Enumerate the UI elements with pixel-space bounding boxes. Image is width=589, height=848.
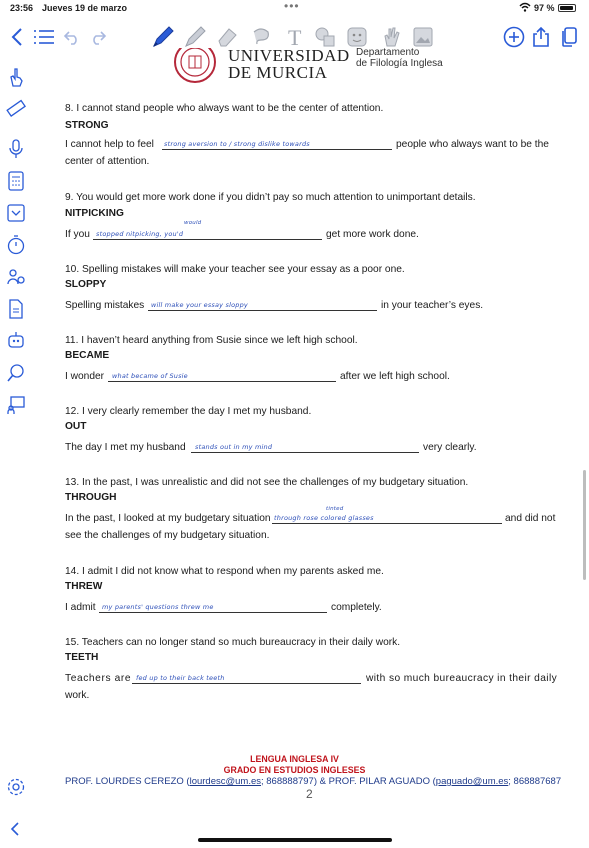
exercise-15-keyword: TEETH xyxy=(65,652,99,663)
exercise-12-prompt: 12. I very clearly remember the day I met my husband. xyxy=(65,406,312,417)
document-icon[interactable] xyxy=(5,298,27,320)
touch-gesture-icon[interactable] xyxy=(5,66,27,88)
left-tool-sidebar xyxy=(0,56,32,848)
university-seal-logo xyxy=(173,48,217,84)
exercise-11-after: after we left high school. xyxy=(340,371,450,382)
exercise-15-cont: work. xyxy=(65,690,90,701)
exercise-15-answer: fed up to their back teeth xyxy=(136,674,225,682)
footer-contacts xyxy=(65,776,561,787)
footer-course: LENGUA INGLESA IV xyxy=(250,754,339,764)
wifi-icon xyxy=(519,2,531,14)
exercise-10-prompt: 10. Spelling mistakes will make your teacher see your essay as a poor one. xyxy=(65,264,405,275)
page-number: 2 xyxy=(306,787,313,801)
exercise-13-annotation: tinted xyxy=(326,506,344,512)
exercise-14-prompt: 14. I admit I did not know what to respond when my parents asked me. xyxy=(65,566,384,577)
exercise-10-answer: will make your essay sloppy xyxy=(151,301,248,309)
exercise-13-cont: see the challenges of my budgetary situation. xyxy=(65,530,270,541)
exercise-8-keyword: STRONG xyxy=(65,120,109,131)
collaborate-icon[interactable] xyxy=(5,266,27,288)
exercise-9-after: get more work done. xyxy=(326,229,419,240)
assistant-robot-icon[interactable] xyxy=(5,330,27,352)
exercise-15-prompt: 15. Teachers can no longer stand so much bureaucracy in their daily work. xyxy=(65,637,401,648)
exercise-14-before: I admit xyxy=(65,602,96,613)
exercise-8-after: people who always want to be the xyxy=(396,139,549,150)
status-time: 23:56 xyxy=(10,3,34,13)
exercise-14-keyword: THREW xyxy=(65,581,103,592)
multitasking-dots-icon[interactable]: ••• xyxy=(284,0,300,13)
exercise-11-keyword: BECAME xyxy=(65,350,110,361)
status-date: Jueves 19 de marzo xyxy=(42,3,128,13)
exercise-9-before: If you xyxy=(65,229,90,240)
battery-icon xyxy=(558,4,576,12)
share-icon[interactable] xyxy=(530,24,552,50)
exercise-10-keyword: SLOPPY xyxy=(65,279,107,290)
exercise-11-prompt: 11. I haven’t heard anything from Susie since we left high school. xyxy=(65,335,358,346)
pencil-tool-icon[interactable] xyxy=(182,24,208,50)
footer-phone2: ; 868887687 xyxy=(508,776,562,787)
settings-gear-icon[interactable] xyxy=(5,776,27,798)
exercise-8-answer: strong aversion to / strong dislike towards xyxy=(164,140,310,148)
exercise-13-answer: through rose colored glasses xyxy=(274,514,374,522)
university-name-line1: UNIVERSIDAD xyxy=(228,46,350,65)
svg-text:T: T xyxy=(288,25,302,50)
exercise-8-prompt: 8. I cannot stand people who always want to be the center of attention. xyxy=(65,103,384,114)
search-icon[interactable] xyxy=(5,362,27,384)
bookmark-icon[interactable] xyxy=(5,202,27,224)
exercise-9-keyword: NITPICKING xyxy=(65,208,124,219)
exercise-9-prompt: 9. You would get more work done if you didn’t pay so much attention to unimportant details. xyxy=(65,192,476,203)
collapse-chevron-icon[interactable] xyxy=(5,818,27,840)
back-chevron-icon[interactable] xyxy=(8,24,26,50)
exercise-13-after: and did not xyxy=(505,513,556,524)
exercise-12-keyword: OUT xyxy=(65,421,87,432)
exercise-14-after: completely. xyxy=(331,602,382,613)
add-icon[interactable] xyxy=(502,24,526,50)
exercise-11-answer: what became of Susie xyxy=(112,372,188,380)
email-link-pilar[interactable]: paguado@um.es xyxy=(435,776,509,787)
exercise-13-keyword: THROUGH xyxy=(65,492,117,503)
exercise-12-answer: stands out in my mind xyxy=(195,443,273,451)
status-bar xyxy=(0,0,589,18)
exercise-8-before: I cannot help to feel xyxy=(65,139,154,150)
footer-prof1: PROF. LOURDES CEREZO ( xyxy=(65,776,190,787)
exercise-9-answer: stopped nitpicking, you'd xyxy=(96,230,184,238)
ruler-icon[interactable] xyxy=(5,98,27,120)
exercise-12-after: very clearly. xyxy=(423,442,477,453)
university-name-line2: DE MURCIA xyxy=(228,63,328,82)
exercise-15-before: Teachers are xyxy=(65,673,132,684)
department-line2: de Filología Inglesa xyxy=(356,58,443,69)
exercise-10-after: in your teacher’s eyes. xyxy=(381,300,484,311)
exercise-11-before: I wonder xyxy=(65,371,105,382)
email-link-lourdes[interactable]: lourdesc@um.es xyxy=(189,776,261,787)
exercise-8-cont: center of attention. xyxy=(65,156,150,167)
microphone-icon[interactable] xyxy=(5,138,27,160)
pages-icon[interactable] xyxy=(558,24,580,50)
pen-tool-icon[interactable] xyxy=(150,24,176,50)
presentation-icon[interactable] xyxy=(5,394,27,416)
list-menu-icon[interactable] xyxy=(32,24,56,50)
redo-icon[interactable] xyxy=(88,24,108,50)
home-indicator[interactable] xyxy=(198,838,392,842)
timer-icon[interactable] xyxy=(5,234,27,256)
footer-phone1: ; 868888797) & PROF. PILAR AGUADO ( xyxy=(261,776,436,787)
exercise-15-after: with so much bureaucracy in their daily xyxy=(366,673,558,684)
exercise-13-prompt: 13. In the past, I was unrealistic and did not see the challenges of my budgetary situation. xyxy=(65,477,469,488)
exercise-12-before: The day I met my husband xyxy=(65,442,186,453)
calculator-icon[interactable] xyxy=(5,170,27,192)
undo-icon[interactable] xyxy=(62,24,82,50)
vertical-scrollbar[interactable] xyxy=(583,470,586,580)
department-line1: Departamento xyxy=(356,47,420,58)
footer-degree: GRADO EN ESTUDIOS INGLESES xyxy=(223,765,366,775)
exercise-9-annotation: would xyxy=(184,220,202,226)
exercise-10-before: Spelling mistakes xyxy=(65,300,145,311)
battery-percent: 97 % xyxy=(534,3,555,13)
exercise-14-answer: my parents' questions threw me xyxy=(102,603,214,611)
exercise-13-before: In the past, I looked at my budgetary situation xyxy=(65,513,271,524)
